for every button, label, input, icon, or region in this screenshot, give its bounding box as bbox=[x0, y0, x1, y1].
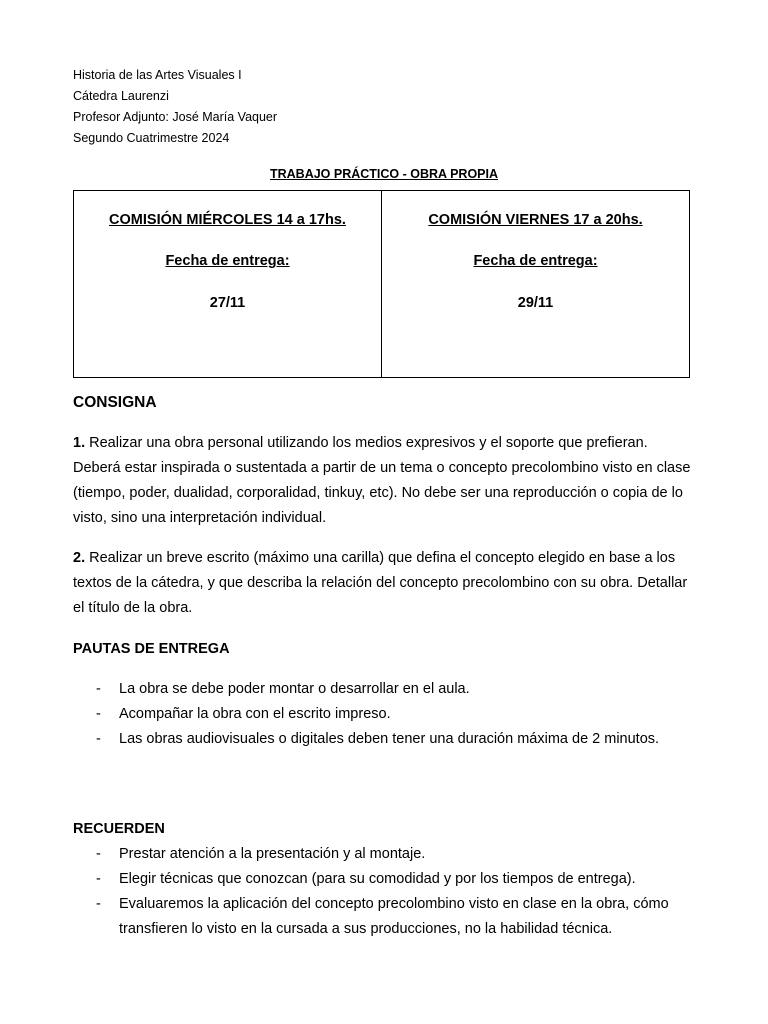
list-item-text: Evaluaremos la aplicación del concepto precolombino visto en clase en la obra, cómo transfieren lo visto en la cursada a sus producciones, no la habilidad técnica. bbox=[119, 896, 669, 937]
item-number: 2. bbox=[73, 550, 86, 566]
chair-name: Cátedra Laurenzi bbox=[73, 89, 169, 103]
commission-label: COMISIÓN MIÉRCOLES 14 a 17hs. bbox=[109, 212, 346, 228]
list-item bbox=[73, 867, 693, 892]
course-name: Historia de las Artes Visuales I bbox=[73, 68, 242, 82]
consigna-heading: CONSIGNA bbox=[73, 394, 157, 411]
bullet-dash: - bbox=[96, 846, 101, 862]
deadline-label: Fecha de entrega: bbox=[473, 253, 598, 269]
schedule-table bbox=[73, 190, 690, 378]
recuerden-heading: RECUERDEN bbox=[73, 821, 165, 837]
deadline-label: Fecha de entrega: bbox=[165, 253, 290, 269]
list-item bbox=[73, 702, 693, 727]
list-item-text: Acompañar la obra con el escrito impreso. bbox=[119, 706, 391, 722]
document-title: TRABAJO PRÁCTICO - OBRA PROPIA bbox=[269, 167, 498, 181]
pautas-heading: PAUTAS DE ENTREGA bbox=[73, 641, 230, 657]
deadline-date: 27/11 bbox=[209, 295, 246, 311]
bullet-dash: - bbox=[96, 896, 101, 912]
professor-name: Profesor Adjunto: José María Vaquer bbox=[73, 110, 278, 124]
schedule-cell-friday bbox=[381, 191, 689, 377]
item-text: Realizar una obra personal utilizando los medios expresivos y el soporte que prefieran. Deberá estar inspirada o sustentada a partir de un tema o concepto precolombino visto en clase (tiempo, poder, dualidad, corporalidad, tinkuy, etc). No debe ser una reproducción o copia de lo visto, sino una interpretación individual. bbox=[73, 435, 691, 526]
consigna-item-2 bbox=[73, 546, 693, 621]
list-item bbox=[73, 842, 693, 867]
deadline-date: 29/11 bbox=[517, 295, 554, 311]
list-item bbox=[73, 892, 693, 942]
item-text: Realizar un breve escrito (máximo una carilla) que defina el concepto elegido en base a los textos de la cátedra, y que describa la relación del concepto precolombino con su obra. Detallar el título de la obra. bbox=[73, 550, 688, 616]
term: Segundo Cuatrimestre 2024 bbox=[73, 131, 230, 145]
consigna-item-1 bbox=[73, 431, 693, 531]
list-item-text: La obra se debe poder montar o desarrollar en el aula. bbox=[119, 681, 470, 697]
list-item-text: Prestar atención a la presentación y al montaje. bbox=[119, 846, 426, 862]
bullet-dash: - bbox=[96, 681, 101, 697]
bullet-dash: - bbox=[96, 706, 101, 722]
schedule-cell-wednesday bbox=[74, 191, 381, 377]
item-number: 1. bbox=[73, 435, 86, 451]
list-item-text: Las obras audiovisuales o digitales deben tener una duración máxima de 2 minutos. bbox=[119, 731, 660, 747]
list-item bbox=[73, 677, 693, 702]
bullet-dash: - bbox=[96, 871, 101, 887]
commission-label: COMISIÓN VIERNES 17 a 20hs. bbox=[428, 212, 643, 228]
list-item-text: Elegir técnicas que conozcan (para su comodidad y por los tiempos de entrega). bbox=[119, 871, 636, 887]
list-item bbox=[73, 727, 693, 752]
bullet-dash: - bbox=[96, 731, 101, 747]
